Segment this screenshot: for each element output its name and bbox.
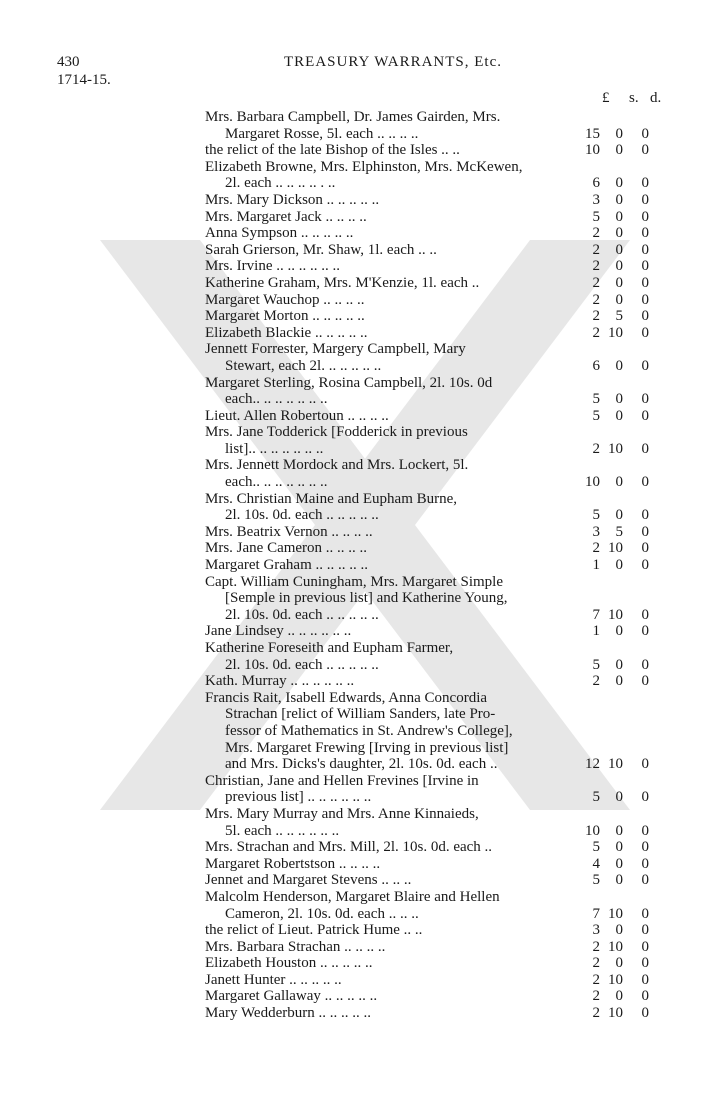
shillings-value: 0	[615, 191, 623, 208]
shillings-value: 10	[608, 606, 623, 623]
entry-text	[205, 242, 565, 259]
entry-amount	[567, 972, 662, 989]
entry-amount	[567, 391, 662, 408]
shillings-value: 0	[615, 391, 623, 408]
entry-amount	[567, 275, 662, 292]
entry-amount	[567, 308, 662, 325]
entry-line: Margaret Rosse, 5l. each .. .. .. ..	[225, 125, 419, 142]
entry-line: list].. .. .. .. .. .. ..	[225, 440, 324, 457]
pounds-value: 5	[592, 407, 600, 424]
shillings-heading: s.	[629, 90, 639, 106]
entry-text	[205, 424, 565, 457]
entry-text	[205, 640, 565, 673]
entry-text	[205, 408, 565, 425]
warrant-entry	[205, 192, 665, 209]
entry-text	[205, 988, 565, 1005]
shillings-value: 10	[608, 324, 623, 341]
pounds-value: 3	[592, 523, 600, 540]
pence-value: 0	[641, 440, 649, 457]
warrant-entry	[205, 424, 665, 457]
entry-line: Elizabeth Blackie .. .. .. .. ..	[205, 324, 368, 341]
warrant-entry	[205, 491, 665, 524]
shillings-value: 0	[615, 922, 623, 939]
pounds-value: 2	[592, 241, 600, 258]
pence-value: 0	[641, 557, 649, 574]
entry-line: and Mrs. Dicks's daughter, 2l. 10s. 0d. each ..	[225, 756, 498, 773]
pence-value: 0	[641, 308, 649, 325]
entry-line: Elizabeth Houston .. .. .. .. ..	[205, 955, 373, 972]
shillings-value: 0	[615, 507, 623, 524]
entry-text	[205, 839, 565, 856]
shillings-value: 0	[615, 474, 623, 491]
entry-text	[205, 192, 565, 209]
entry-amount	[567, 175, 662, 192]
warrant-entry	[205, 889, 665, 922]
shillings-value: 0	[615, 142, 623, 159]
entry-line: Jennett Forrester, Margery Campbell, Mary	[205, 341, 466, 358]
shillings-value: 0	[615, 988, 623, 1005]
pence-value: 0	[641, 955, 649, 972]
pence-value: 0	[641, 523, 649, 540]
shillings-value: 0	[615, 789, 623, 806]
warrant-entry	[205, 375, 665, 408]
entry-line: Mrs. Margaret Jack .. .. .. ..	[205, 208, 367, 225]
entry-line: Elizabeth Browne, Mrs. Elphinston, Mrs. McKewen,	[205, 158, 523, 175]
warrant-entry	[205, 524, 665, 541]
pence-value: 0	[641, 225, 649, 242]
pounds-value: 1	[592, 623, 600, 640]
shillings-value: 0	[615, 656, 623, 673]
entry-line: 2l. 10s. 0d. each .. .. .. .. ..	[225, 656, 379, 673]
entry-line: Margaret Morton .. .. .. .. ..	[205, 308, 365, 325]
pence-value: 0	[641, 855, 649, 872]
entry-line: Mrs. Jennett Mordock and Mrs. Lockert, 5l.	[205, 457, 469, 474]
pounds-value: 5	[592, 391, 600, 408]
entry-line: Mrs. Strachan and Mrs. Mill, 2l. 10s. 0d. each ..	[205, 839, 493, 856]
entry-text	[205, 225, 565, 242]
shillings-value: 10	[608, 540, 623, 557]
shillings-value: 0	[615, 258, 623, 275]
pence-value: 0	[641, 291, 649, 308]
entry-text	[205, 275, 565, 292]
pounds-value: 10	[585, 142, 600, 159]
entry-amount	[567, 540, 662, 557]
entry-line: Mrs. Mary Dickson .. .. .. .. ..	[205, 191, 380, 208]
shillings-value: 0	[615, 839, 623, 856]
pounds-value: 2	[592, 988, 600, 1005]
pounds-value: 5	[592, 656, 600, 673]
entry-amount	[567, 1005, 662, 1022]
entry-line: Anna Sympson .. .. .. .. ..	[205, 225, 354, 242]
entry-text	[205, 308, 565, 325]
entry-line: Katherine Graham, Mrs. M'Kenzie, 1l. each ..	[205, 274, 480, 291]
pounds-value: 1	[592, 557, 600, 574]
warrant-entry	[205, 955, 665, 972]
pence-heading: d.	[650, 90, 662, 106]
year-marginal: 1714-15.	[57, 72, 111, 88]
entry-text	[205, 806, 565, 839]
shillings-value: 0	[615, 557, 623, 574]
entry-amount	[567, 292, 662, 309]
pence-value: 0	[641, 324, 649, 341]
entry-line: Lieut. Allen Robertoun .. .. .. ..	[205, 407, 389, 424]
entry-line: Katherine Foreseith and Eupham Farmer,	[205, 640, 454, 656]
shillings-value: 0	[615, 822, 623, 839]
pounds-value: 2	[592, 291, 600, 308]
entry-line: 2l. each .. .. .. .. . ..	[225, 175, 336, 192]
entry-amount	[567, 225, 662, 242]
warrant-entry	[205, 972, 665, 989]
entry-line: Malcolm Henderson, Margaret Blaire and Hellen	[205, 888, 500, 905]
warrant-entry	[205, 640, 665, 673]
entry-text	[205, 972, 565, 989]
warrant-entry	[205, 988, 665, 1005]
entry-amount	[567, 872, 662, 889]
warrant-entry	[205, 540, 665, 557]
pence-value: 0	[641, 606, 649, 623]
entry-amount	[567, 856, 662, 873]
warrant-entry	[205, 341, 665, 374]
entry-line: Margaret Robertstson .. .. .. ..	[205, 855, 381, 872]
shillings-value: 10	[608, 440, 623, 457]
pounds-value: 10	[585, 474, 600, 491]
entry-amount	[567, 756, 662, 773]
warrant-entry	[205, 142, 665, 159]
pence-value: 0	[641, 241, 649, 258]
entry-text	[205, 955, 565, 972]
entry-amount	[567, 988, 662, 1005]
pence-value: 0	[641, 175, 649, 192]
pounds-value: 2	[592, 440, 600, 457]
entry-line: Jane Lindsey .. .. .. .. .. ..	[205, 623, 352, 640]
entry-amount	[567, 142, 662, 159]
pounds-value: 2	[592, 540, 600, 557]
pence-value: 0	[641, 971, 649, 988]
entry-amount	[567, 408, 662, 425]
entry-line: Mrs. Barbara Strachan .. .. .. ..	[205, 938, 386, 955]
entry-amount	[567, 623, 662, 640]
entry-text	[205, 889, 565, 922]
entry-text	[205, 375, 565, 408]
pence-value: 0	[641, 623, 649, 640]
entry-line: fessor of Mathematics in St. Andrew's College],	[225, 722, 513, 739]
warrant-entry	[205, 209, 665, 226]
entry-line: Margaret Wauchop .. .. .. ..	[205, 291, 365, 308]
entry-text	[205, 258, 565, 275]
entry-amount	[567, 673, 662, 690]
pounds-value: 5	[592, 208, 600, 225]
pounds-value: 2	[592, 258, 600, 275]
warrant-entry	[205, 574, 665, 624]
entry-line: Margaret Graham .. .. .. .. ..	[205, 557, 369, 574]
pounds-value: 2	[592, 971, 600, 988]
pounds-value: 2	[592, 225, 600, 242]
entry-line: 2l. 10s. 0d. each .. .. .. .. ..	[225, 507, 379, 524]
warrant-entry	[205, 690, 665, 773]
pence-value: 0	[641, 191, 649, 208]
shillings-value: 0	[615, 357, 623, 374]
entry-text	[205, 939, 565, 956]
warrant-entry	[205, 1005, 665, 1022]
entry-line: Kath. Murray .. .. .. .. .. ..	[205, 673, 355, 690]
shillings-value: 0	[615, 673, 623, 690]
shillings-value: 0	[615, 872, 623, 889]
entry-line: each.. .. .. .. .. .. ..	[225, 474, 328, 491]
pounds-value: 15	[585, 125, 600, 142]
entry-line: Janett Hunter .. .. .. .. ..	[205, 971, 342, 988]
shillings-value: 0	[615, 274, 623, 291]
pence-value: 0	[641, 507, 649, 524]
entry-line: the relict of the late Bishop of the Isles .. ..	[205, 142, 460, 159]
entry-amount	[567, 126, 662, 143]
entry-line: Mrs. Barbara Campbell, Dr. James Gairden, Mrs.	[205, 109, 501, 125]
pounds-value: 5	[592, 507, 600, 524]
shillings-value: 0	[615, 225, 623, 242]
warrant-entry	[205, 806, 665, 839]
pence-value: 0	[641, 391, 649, 408]
entry-text	[205, 872, 565, 889]
pence-value: 0	[641, 258, 649, 275]
entry-amount	[567, 507, 662, 524]
pence-value: 0	[641, 938, 649, 955]
entry-line: each.. .. .. .. .. .. ..	[225, 391, 328, 408]
entry-line: Stewart, each 2l. .. .. .. .. ..	[225, 357, 382, 374]
pounds-value: 6	[592, 357, 600, 374]
entry-line: Jennet and Margaret Stevens .. .. ..	[205, 872, 412, 889]
pence-value: 0	[641, 673, 649, 690]
shillings-value: 0	[615, 241, 623, 258]
pounds-value: 5	[592, 872, 600, 889]
warrant-entry	[205, 623, 665, 640]
entry-amount	[567, 839, 662, 856]
pounds-value: 6	[592, 175, 600, 192]
pounds-value: 2	[592, 1005, 600, 1022]
warrant-entry	[205, 773, 665, 806]
entry-amount	[567, 325, 662, 342]
entry-line: Mrs. Christian Maine and Eupham Burne,	[205, 490, 458, 507]
entry-line: Mary Wedderburn .. .. .. .. ..	[205, 1005, 371, 1022]
entry-line: Christian, Jane and Hellen Frevines [Irvine in	[205, 772, 479, 789]
entry-line: 2l. 10s. 0d. each .. .. .. .. ..	[225, 606, 379, 623]
pence-value: 0	[641, 922, 649, 939]
shillings-value: 10	[608, 1005, 623, 1022]
running-title-text: TREASURY WARRANTS, Etc.	[283, 54, 502, 70]
warrant-entry	[205, 275, 665, 292]
entry-text	[205, 540, 565, 557]
pounds-value: 2	[592, 274, 600, 291]
shillings-value: 0	[615, 623, 623, 640]
entry-amount	[567, 906, 662, 923]
entry-amount	[567, 242, 662, 259]
entry-line: Sarah Grierson, Mr. Shaw, 1l. each .. ..	[205, 241, 437, 258]
warrant-entry	[205, 258, 665, 275]
pounds-value: 7	[592, 606, 600, 623]
entry-text	[205, 557, 565, 574]
entry-text	[205, 159, 565, 192]
pounds-value: 7	[592, 905, 600, 922]
shillings-value: 0	[615, 407, 623, 424]
shillings-value: 0	[615, 291, 623, 308]
entry-line: Francis Rait, Isabell Edwards, Anna Concordia	[205, 689, 488, 706]
entry-amount	[567, 557, 662, 574]
pence-value: 0	[641, 839, 649, 856]
shillings-value: 0	[615, 175, 623, 192]
entry-text	[205, 673, 565, 690]
entry-text	[205, 856, 565, 873]
entry-amount	[567, 607, 662, 624]
pence-value: 0	[641, 1005, 649, 1022]
pounds-value: 5	[592, 839, 600, 856]
warrant-entry	[205, 308, 665, 325]
warrant-entry	[205, 673, 665, 690]
pence-value: 0	[641, 208, 649, 225]
shillings-value: 5	[615, 308, 623, 325]
entry-amount	[567, 657, 662, 674]
running-title	[0, 54, 728, 71]
entry-amount	[567, 955, 662, 972]
entry-line: previous list] .. .. .. .. .. ..	[225, 789, 372, 806]
entry-line: Mrs. Jane Cameron .. .. .. ..	[205, 540, 368, 557]
pence-value: 0	[641, 474, 649, 491]
pence-value: 0	[641, 988, 649, 1005]
shillings-value: 10	[608, 938, 623, 955]
warrant-entry	[205, 292, 665, 309]
warrant-entry	[205, 557, 665, 574]
entry-text	[205, 142, 565, 159]
warrant-entry	[205, 922, 665, 939]
shillings-value: 0	[615, 955, 623, 972]
warrant-entry	[205, 242, 665, 259]
entry-amount	[567, 258, 662, 275]
shillings-value: 0	[615, 125, 623, 142]
entry-text	[205, 574, 565, 624]
shillings-value: 0	[615, 208, 623, 225]
entry-text	[205, 109, 565, 142]
entry-amount	[567, 823, 662, 840]
pounds-heading: £	[602, 90, 610, 106]
entry-amount	[567, 192, 662, 209]
pounds-value: 2	[592, 324, 600, 341]
entry-text	[205, 209, 565, 226]
entry-text	[205, 773, 565, 806]
warrant-entries	[205, 109, 665, 1022]
pounds-value: 10	[585, 822, 600, 839]
pounds-value: 2	[592, 938, 600, 955]
pounds-value: 12	[585, 756, 600, 773]
entry-amount	[567, 939, 662, 956]
entry-line: Mrs. Beatrix Vernon .. .. .. ..	[205, 523, 373, 540]
pence-value: 0	[641, 407, 649, 424]
entry-amount	[567, 474, 662, 491]
entry-text	[205, 325, 565, 342]
shillings-value: 10	[608, 971, 623, 988]
pounds-value: 5	[592, 789, 600, 806]
entry-amount	[567, 441, 662, 458]
entry-line: Cameron, 2l. 10s. 0d. each .. .. ..	[225, 905, 419, 922]
entry-text	[205, 690, 565, 773]
shillings-value: 5	[615, 523, 623, 540]
pence-value: 0	[641, 822, 649, 839]
entry-text	[205, 623, 565, 640]
entry-line: Mrs. Margaret Frewing [Irving in previous list]	[225, 739, 509, 756]
pounds-value: 3	[592, 922, 600, 939]
entry-amount	[567, 209, 662, 226]
pounds-value: 3	[592, 191, 600, 208]
shillings-value: 10	[608, 905, 623, 922]
pounds-value: 4	[592, 855, 600, 872]
warrant-entry	[205, 109, 665, 142]
page-number: 430	[57, 54, 80, 70]
warrant-entry	[205, 225, 665, 242]
pounds-value: 2	[592, 955, 600, 972]
entry-text	[205, 524, 565, 541]
pence-value: 0	[641, 274, 649, 291]
warrant-entry	[205, 839, 665, 856]
entry-amount	[567, 789, 662, 806]
entry-line: Mrs. Mary Murray and Mrs. Anne Kinnaieds,	[205, 805, 479, 822]
entry-text	[205, 341, 565, 374]
warrant-entry	[205, 408, 665, 425]
entry-line: Margaret Gallaway .. .. .. .. ..	[205, 988, 378, 1005]
entry-text	[205, 922, 565, 939]
pence-value: 0	[641, 756, 649, 773]
shillings-value: 0	[615, 855, 623, 872]
entry-line: [Semple in previous list] and Katherine Young,	[225, 590, 508, 607]
pence-value: 0	[641, 656, 649, 673]
pence-value: 0	[641, 357, 649, 374]
warrant-entry	[205, 457, 665, 490]
entry-line: Strachan [relict of William Sanders, late Pro-	[225, 706, 496, 723]
entry-line: Mrs. Jane Todderick [Fodderick in previous	[205, 424, 468, 441]
pence-value: 0	[641, 789, 649, 806]
entry-text	[205, 491, 565, 524]
entry-text	[205, 292, 565, 309]
entry-amount	[567, 922, 662, 939]
entry-line: Capt. William Cuningham, Mrs. Margaret Simple	[205, 573, 503, 590]
entry-line: 5l. each .. .. .. .. .. ..	[225, 822, 340, 839]
entry-line: Margaret Sterling, Rosina Campbell, 2l. 10s. 0d	[205, 374, 493, 391]
entry-line: Mrs. Irvine .. .. .. .. .. ..	[205, 258, 340, 275]
warrant-entry	[205, 325, 665, 342]
pounds-value: 2	[592, 308, 600, 325]
warrant-entry	[205, 872, 665, 889]
pence-value: 0	[641, 125, 649, 142]
pence-value: 0	[641, 142, 649, 159]
warrant-entry	[205, 159, 665, 192]
pence-value: 0	[641, 905, 649, 922]
entry-amount	[567, 358, 662, 375]
shillings-value: 10	[608, 756, 623, 773]
entry-amount	[567, 524, 662, 541]
warrant-entry	[205, 939, 665, 956]
pounds-value: 2	[592, 673, 600, 690]
pence-value: 0	[641, 872, 649, 889]
entry-line: the relict of Lieut. Patrick Hume .. ..	[205, 922, 423, 939]
warrant-entry	[205, 856, 665, 873]
pence-value: 0	[641, 540, 649, 557]
entry-text	[205, 457, 565, 490]
entry-text	[205, 1005, 565, 1022]
